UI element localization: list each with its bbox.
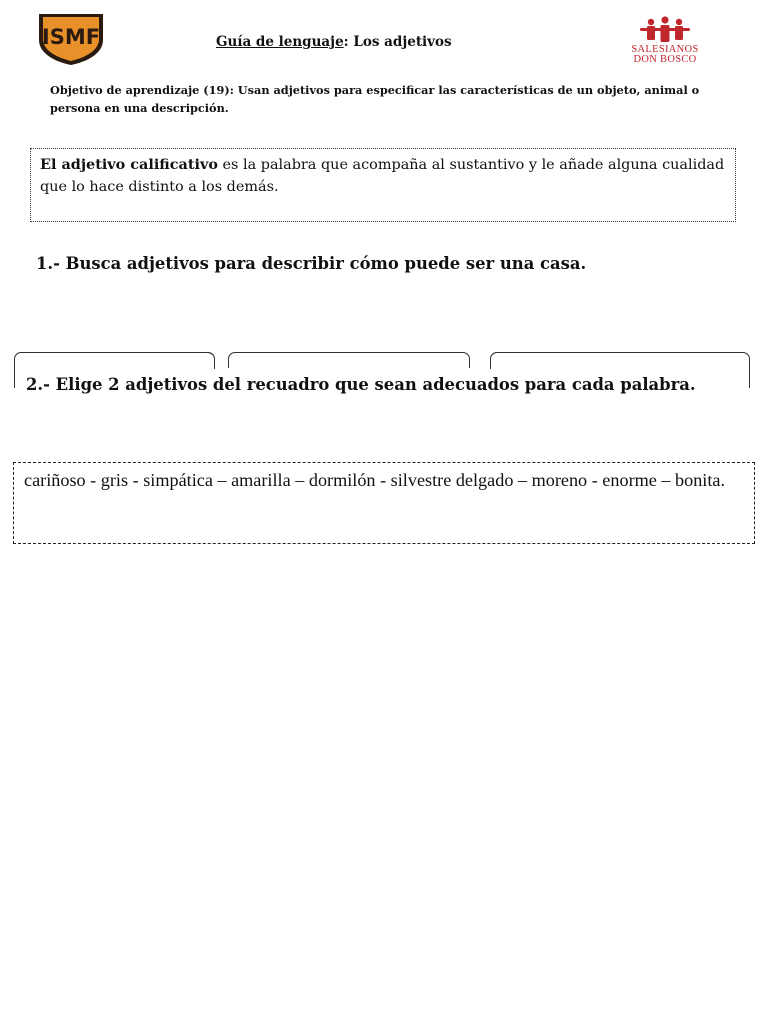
question-1: 1.- Busca adjetivos para describir cómo puede ser una casa. <box>36 254 587 273</box>
school-crest-logo <box>36 10 106 66</box>
learning-objective: Objetivo de aprendizaje (19): Usan adjetivos para especificar las características de un objeto, animal o persona en una descripción. <box>50 83 700 115</box>
salesianos-don-bosco-logo <box>610 16 720 64</box>
definition-body: es la palabra que acompaña al sustantivo y le añade alguna cualidad que lo hace distinto a los demás. <box>40 157 725 195</box>
page-title <box>216 34 452 50</box>
definition-box <box>30 148 736 222</box>
salesianos-logo-line1: SALESIANOS <box>631 44 699 55</box>
answer-frame-left-corner <box>208 352 215 369</box>
school-logo-lettering: ISMF <box>41 25 101 49</box>
title-topic: : Los adjetivos <box>343 34 452 50</box>
definition-text <box>40 154 730 198</box>
definition-term: El adjetivo calificativo <box>40 156 218 173</box>
adjective-word-list: cariñoso - gris - simpática – amarilla – dormilón - silvestre delgado – moreno - enorme – bonita. <box>24 470 726 490</box>
salesianos-logo-line2: DON BOSCO <box>633 54 697 65</box>
answer-frame-center <box>228 352 470 368</box>
question-2: 2.- Elige 2 adjetivos del recuadro que sean adecuados para cada palabra. <box>26 375 700 394</box>
salesianos-figures-icon <box>610 16 720 46</box>
title-underlined: Guía de lenguaje <box>216 34 344 50</box>
adjective-word-box <box>13 462 755 544</box>
